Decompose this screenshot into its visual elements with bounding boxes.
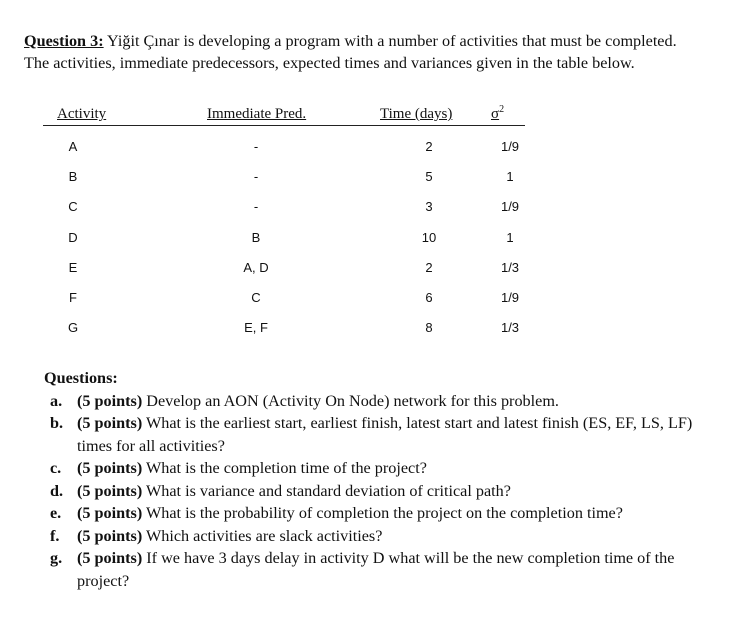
question-points: (5 points) [77,414,143,432]
cell-time: 8 [425,320,433,336]
question-text: What is the earliest start, earliest finish, latest start and latest finish (ES, EF, LS, LF) times for all activities? [77,414,693,455]
cell-pred: A, D [243,259,269,275]
variance-exponent: 2 [499,104,505,115]
question-item [44,457,694,480]
questions-title: Questions: [44,369,118,387]
cell-pred: C [251,290,261,305]
question-text: Develop an AON (Activity On Node) network for this problem. [142,391,559,410]
question-letter: c. [50,459,62,477]
cell-activity: E [68,259,78,275]
cell-time: 10 [421,229,437,245]
cell-activity: G [67,320,79,336]
header-time: Time (days) [380,106,453,122]
cell-variance: 1 [506,229,514,245]
question-text: What is variance and standard deviation of critical path? [142,481,511,500]
cell-variance: 1/3 [500,259,520,275]
cell-variance: 1 [506,169,514,185]
question-points: (5 points) [77,391,143,410]
header-activity: Activity [57,106,107,122]
cell-pred: E, F [244,320,268,336]
question-item [44,525,694,548]
question-points: (5 points) [77,459,143,477]
cell-pred: B [251,229,261,245]
cell-time: 2 [425,259,433,275]
question-letter: d. [50,481,64,500]
question-letter: a. [50,391,63,410]
questions-list [44,390,694,593]
question-text: What is the probability of completion the project on the completion time? [142,504,623,522]
cell-variance: 1/9 [500,290,520,305]
question-letter: g. [50,549,63,567]
question-points: (5 points) [77,549,143,567]
question-letter: f. [50,526,60,545]
question-text: Which activities are slack activities? [142,526,383,545]
cell-activity: F [69,290,77,305]
cell-activity: A [68,139,78,154]
cell-activity: C [68,199,78,215]
question-letter: b. [50,414,64,432]
question-points: (5 points) [77,526,143,545]
cell-activity: B [68,169,78,185]
question-label: Question 3: [24,32,104,50]
question-text: If we have 3 days delay in activity D what will be the new completion time of the project? [77,549,675,590]
question-item [44,547,694,592]
cell-variance: 1/3 [500,320,520,336]
question-points: (5 points) [77,481,143,500]
header-variance [491,106,504,123]
cell-time: 5 [425,169,433,185]
question-text: What is the completion time of the project? [142,459,427,477]
cell-pred: - [253,169,259,185]
cell-time: 6 [425,290,433,305]
question-points: (5 points) [77,504,143,522]
cell-variance: 1/9 [500,139,520,154]
cell-pred: - [253,199,259,215]
variance-symbol: σ [491,106,500,122]
cell-activity: D [68,229,78,245]
question-letter: e. [50,504,62,522]
question-item [44,502,694,525]
question-item [44,480,694,503]
cell-pred: - [253,139,259,154]
question-intro [24,30,679,74]
header-rule [43,125,525,126]
questions-section [44,367,694,592]
activity-table [43,103,543,343]
header-immediate-pred: Immediate Pred. [207,106,307,122]
question-item [44,412,694,457]
cell-time: 2 [425,139,433,154]
cell-variance: 1/9 [500,199,520,215]
cell-time: 3 [425,199,433,215]
question-item [44,390,694,413]
question-intro-text: Yiğit Çınar is developing a program with a number of activities that must be completed. The activities, immediate predecessors, expected times and variances given in the table below. [24,32,677,72]
